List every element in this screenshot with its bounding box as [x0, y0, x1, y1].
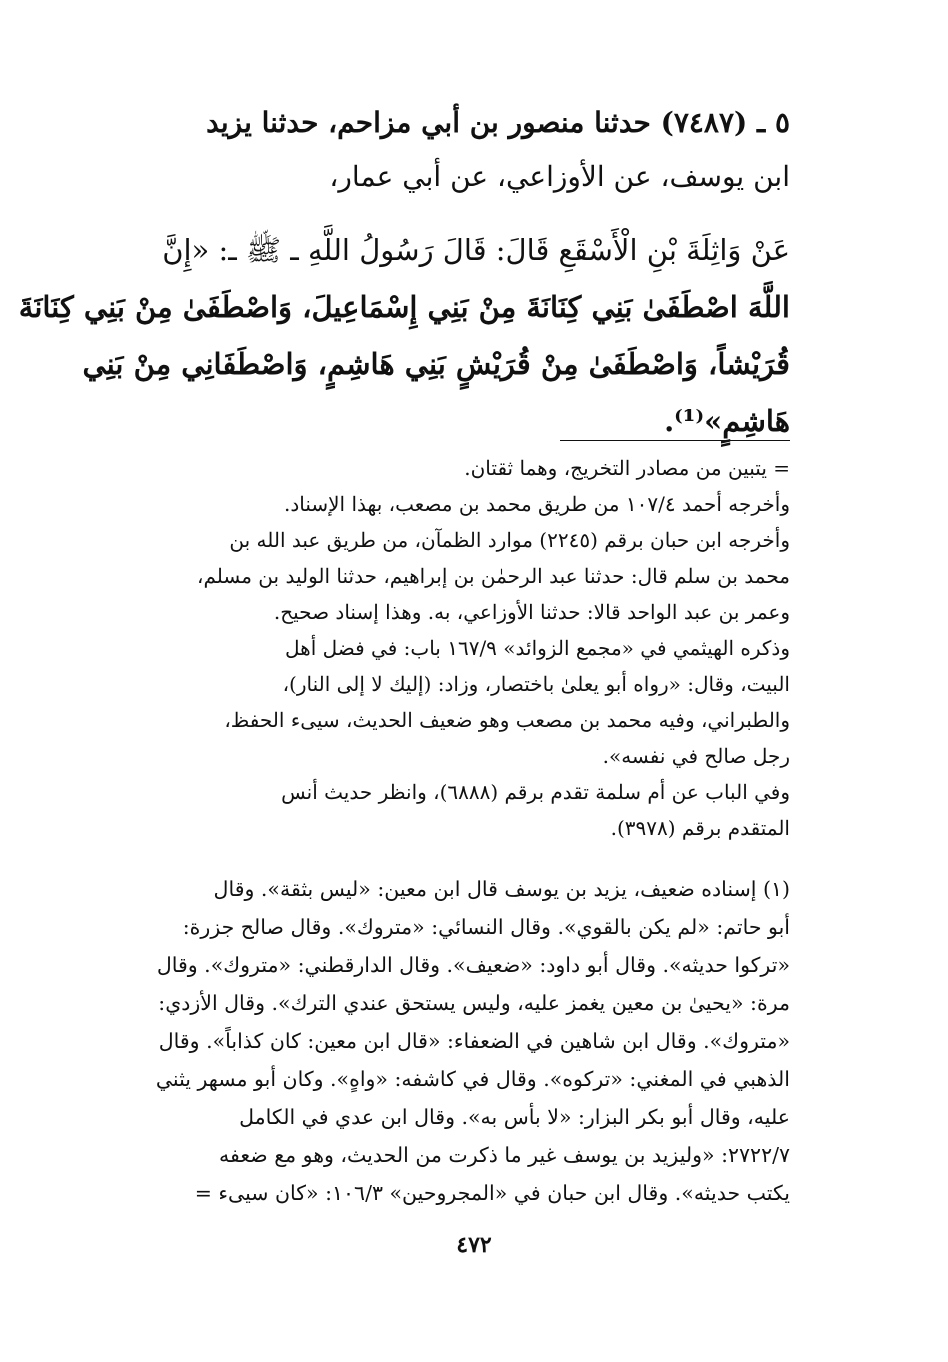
footnote-line: «متروك». وقال ابن شاهين في الضعفاء: «قال ابن معين: كان كذاباً». وقال: [158, 1029, 790, 1053]
hadith-line: اللَّهَ اصْطَفَىٰ بَنِي كِنَانَةَ مِنْ بَنِي إِسْمَاعِيلَ، وَاصْطَفَىٰ مِنْ بَنِي كِنَانَةَ: [18, 290, 790, 324]
hadith-text: [18, 222, 790, 450]
chain-line: ٥ ـ (٧٤٨٧) حدثنا منصور بن أبي مزاحم، حدثنا يزيد: [206, 106, 790, 139]
footnote-line: ٢٧٢٢/٧: «وليزيد بن يوسف غير ما ذكرت من الحديث، وهو مع ضعفه: [219, 1143, 790, 1167]
footnote-line: أبو حاتم: «لم يكن بالقوي». وقال النسائي: «متروك». وقال صالح جزرة:: [182, 915, 790, 939]
note-line: رجل صالح في نفسه».: [602, 744, 790, 768]
note-line: البيت، وقال: «رواه أبو يعلىٰ باختصار، وزاد: (إليك لا إلى النار)،: [282, 672, 790, 696]
note-line: وأخرجه ابن حبان برقم (٢٢٤٥) موارد الظمآن، من طريق عبد الله بن: [229, 528, 790, 552]
chain-line: ابن يوسف، عن الأوزاعي، عن أبي عمار،: [329, 160, 790, 193]
footnote-line: الذهبي في المغني: «تركوه». وقال في كاشفه: «واهٍ». وكان أبو مسهر يثني: [155, 1067, 790, 1091]
footnote-line: «تركوا حديثه». وقال أبو داود: «ضعيف». وقال الدارقطني: «متروك». وقال: [156, 953, 790, 977]
footnote-1: [100, 870, 790, 1212]
note-line: وأخرجه أحمد ١٠٧/٤ من طريق محمد بن مصعب، بهذا الإسناد.: [284, 492, 790, 516]
hadith-line: قُرَيْشاً، وَاصْطَفَىٰ مِنْ قُرَيْشٍ بَنِي هَاشِمٍ، وَاصْطَفَانِي مِنْ بَنِي: [82, 347, 790, 381]
note-line: وعمر بن عبد الواحد قالا: حدثنا الأوزاعي، به. وهذا إسناد صحيح.: [273, 600, 790, 624]
footnote-line: عليه، وقال أبو بكر البزار: «لا بأس به». وقال ابن عدي في الكامل: [239, 1105, 790, 1129]
footnote-line: (١) إسناده ضعيف، يزيد بن يوسف قال ابن معين: «ليس بثقة». وقال: [213, 877, 790, 901]
footnote-line: يكتب حديثه». وقال ابن حبان في «المجروحين» ١٠٦/٣: «كان سيىء =: [194, 1181, 790, 1205]
note-line: = يتبين من مصادر التخريج، وهما ثقتان.: [464, 456, 790, 480]
note-line: والطبراني، وفيه محمد بن مصعب وهو ضعيف الحديث، سيىء الحفظ،: [224, 708, 790, 732]
page-number: ٤٧٢: [456, 1232, 492, 1258]
hadith-chain: [100, 96, 790, 204]
footnote-line: مرة: «يحيىٰ بن معين يغمز عليه، وليس يستحق عندي الترك». وقال الأزدي:: [158, 991, 790, 1015]
takhrij-notes: [100, 450, 790, 846]
note-line: محمد بن سلم قال: حدثنا عبد الرحمٰن بن إبراهيم، حدثنا الوليد بن مسلم،: [197, 564, 790, 588]
note-line: وذكره الهيثمي في «مجمع الزوائد» ١٦٧/٩ باب: في فضل أهل: [285, 636, 790, 660]
footnote-divider: [560, 440, 790, 441]
note-line: وفي الباب عن أم سلمة تقدم برقم (٦٨٨٨)، وانظر حديث أنس: [281, 780, 790, 804]
hadith-line: عَنْ وَاثِلَةَ بْنِ الْأَسْقَعِ قَالَ: قَالَ رَسُولُ اللَّهِ ـ ﷺ ـ: «إِنَّ: [162, 233, 790, 267]
note-line: المتقدم برقم (٣٩٧٨).: [610, 816, 790, 840]
hadith-line: هَاشِمٍ»⁽¹⁾.: [664, 404, 790, 438]
